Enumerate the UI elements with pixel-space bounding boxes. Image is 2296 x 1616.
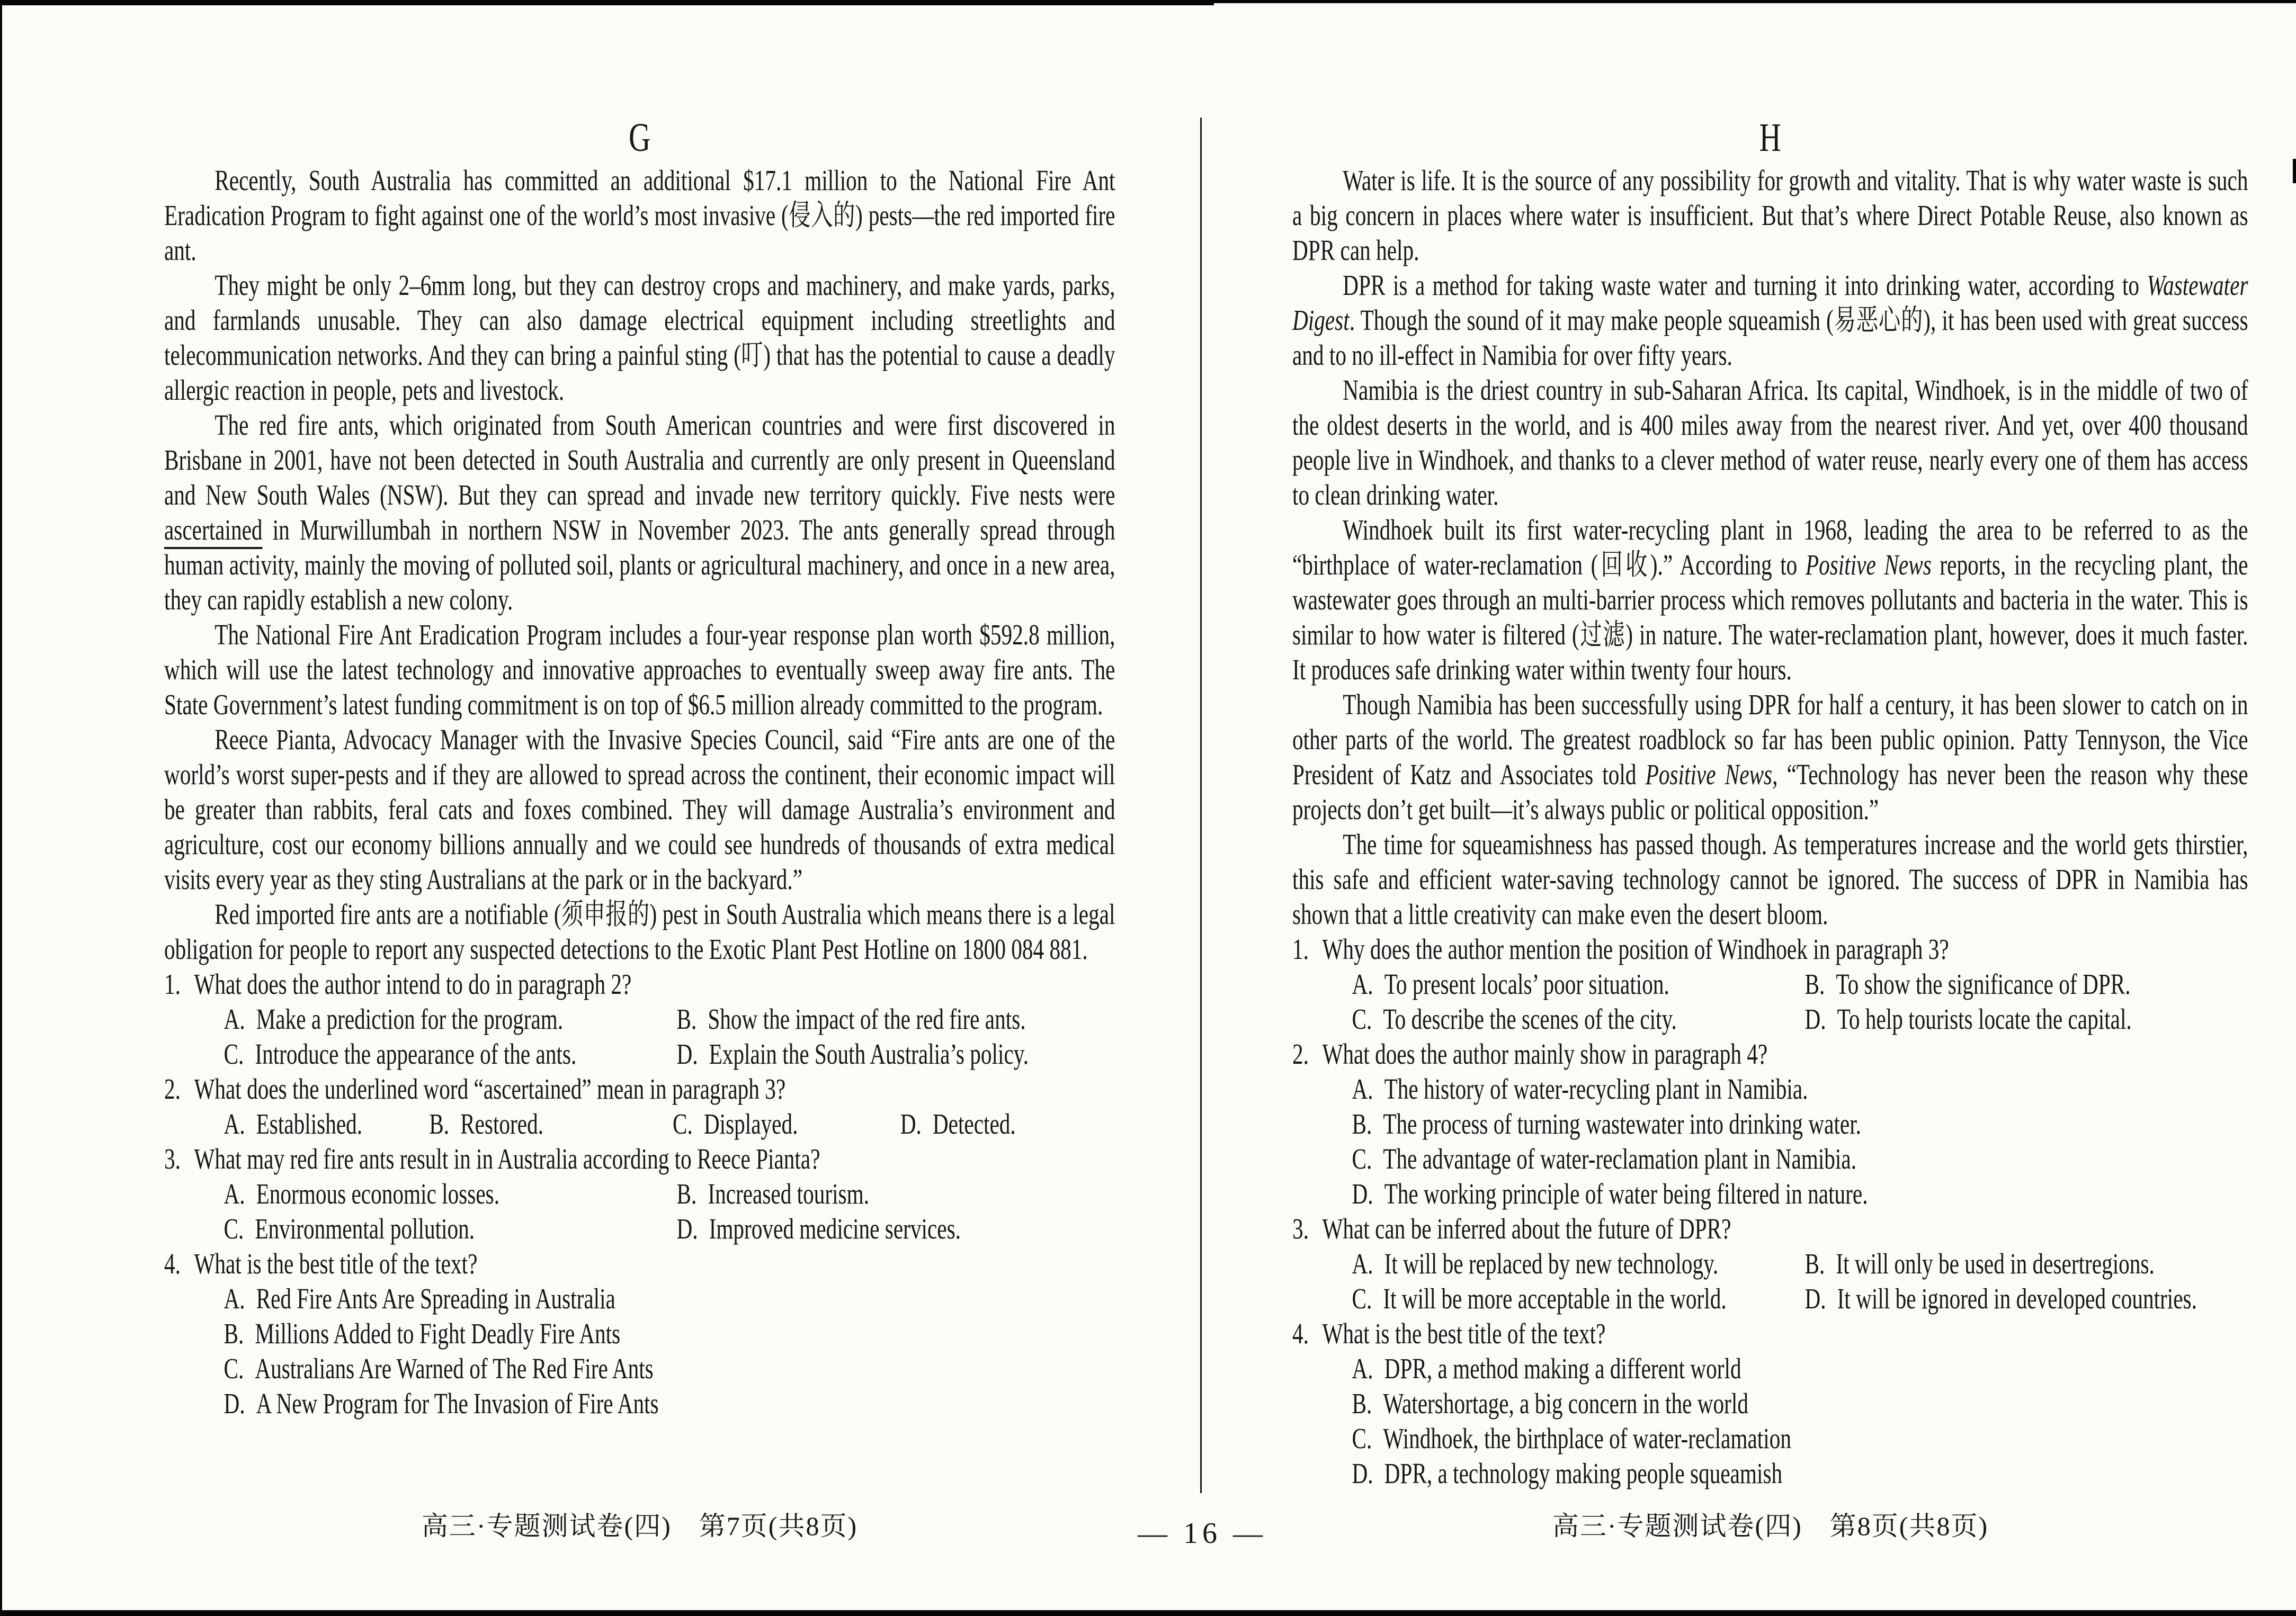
passage-g-paragraph-3 [164,408,1115,617]
paragraph-text: Windhoek built its first water-recycling plant in 1968, leading the area to be referred to as the “birthplace of water-reclamation (回收).” According to [1292,514,2248,581]
option-text: The working principle of water being filtered in nature. [1384,1178,1868,1210]
paragraph-text: Reece Pianta, Advocacy Manager with the Invasive Species Council, said “Fire ants are one of the world’s worst super-pests and if they are allowed to spread across the continent, their economic impact will be greater than rabbits, feral cats and foxes combined. They will damage Australia’s environment and agriculture, cost our economy billions annually and we could see hundreds of thousands of extra medical visits every year as they sting Australians at the park or in the backyard.” [164,723,1115,895]
option-text: The advantage of water-reclamation plant in Namibia. [1383,1143,1857,1175]
scan-edge-bottom [0,1610,2296,1616]
question-text: What does the author intend to do in paragraph 2? [194,968,632,1000]
paragraph-text: Red imported fire ants are a notifiable (须申报的) pest in South Australia which means there is a legal obligation for people to report any suspected detections to the Exotic Plant Pest Hotline on 1800 084 881. [164,898,1115,965]
option-text: Displayed. [703,1108,798,1140]
option-label: C. [1352,1282,1372,1315]
question-text: What is the best title of the text? [194,1247,478,1280]
passage-h-paragraph-3 [1292,373,2248,513]
h-question-4-options [1292,1351,2248,1491]
option-text: It will be more acceptable in the world. [1383,1282,1727,1315]
passage-g-title: G [629,115,651,160]
option-text: Australians Are Warned of The Red Fire Ants [255,1352,654,1385]
option-text: It will be replaced by new technology. [1384,1247,1719,1280]
h-question-2 [1292,1037,2248,1211]
option-text: A New Program for The Invasion of Fire Ants [256,1387,659,1420]
g-question-1-stem [164,967,1115,1002]
h-q2-option-d [1352,1177,2248,1211]
scan-edge-top-left [0,0,1214,5]
page-footer-left: 高三·专题测试卷(四) 第7页(共8页) [421,1511,858,1541]
passage-h-paragraph-2 [1292,268,2248,373]
option-label: D. [900,1108,922,1140]
question-text: What may red fire ants result in in Australia according to Reece Pianta? [194,1143,820,1175]
option-label: B. [429,1108,450,1140]
g-question-4-options [164,1281,1115,1421]
option-label: C. [1352,1003,1372,1035]
paragraph-text: DPR is a method for taking waste water and turning it into drinking water, according to [1343,269,2147,301]
g-q4-option-b [224,1316,1115,1351]
option-text: Enormous economic losses. [256,1178,500,1210]
option-text: Environmental pollution. [255,1213,475,1245]
paragraph-text: . Though the sound of it may make people squeamish (易恶心的), it has been used with great success and to no ill-effect in Namibia for over fifty years. [1292,304,2248,371]
question-number: 4. [1292,1317,1309,1350]
h-q4-option-d [1352,1456,2248,1491]
passage-g-paragraph-5 [164,722,1115,897]
g-question-4 [164,1246,1115,1421]
passage-h-title: H [1759,115,1781,160]
h-q4-option-b [1352,1386,2248,1421]
option-label: D. [1804,1282,1826,1315]
option-label: B. [1804,1247,1825,1280]
h-q4-option-a [1352,1351,2248,1386]
g-q4-option-d [224,1386,1115,1421]
option-label: A. [224,1282,245,1315]
g-question-1 [164,967,1115,1072]
option-text: DPR, a method making a different world [1384,1352,1741,1385]
paragraph-text: Recently, South Australia has committed an additional $17.1 million to the National Fire Ant Eradication Program to fight against one of the world’s most invasive (侵入的) pests—the red imported fire ant. [164,164,1115,266]
option-label: A. [1352,1352,1373,1385]
paragraph-text: , “Technology has never been the reason why these projects don’t get built—it’s always public or political opposition.” [1292,758,2248,825]
h-q1-option-d [1805,1002,2248,1037]
option-label: D. [676,1038,698,1070]
g-q1-option-c [224,1037,677,1072]
option-text: Make a prediction for the program. [256,1003,564,1035]
passage-g-paragraph-4 [164,617,1115,722]
option-text: Established. [256,1108,363,1140]
g-q1-option-a [224,1002,677,1037]
option-label: B. [1352,1387,1372,1420]
passage-h-paragraph-5 [1292,687,2248,827]
option-text: Windhoek, the birthplace of water-reclamation [1383,1422,1791,1455]
g-question-1-options [164,1002,1115,1072]
h-question-2-options [1292,1072,2248,1211]
underlined-word-ascertained: ascertained [164,514,263,546]
option-label: B. [676,1178,697,1210]
paragraph-text: in Murwillumbah in northern NSW in November 2023. The ants generally spread through human activity, mainly the moving of polluted soil, plants or agricultural machinery, and once in a new area, they can rapidly establish a new colony. [164,514,1115,616]
h-question-3-options [1292,1246,2248,1316]
option-label: A. [224,1108,245,1140]
option-label: D. [1804,1003,1826,1035]
option-label: C. [673,1108,693,1140]
paragraph-text: They might be only 2–6mm long, but they can destroy crops and machinery, and make yards, parks, and farmlands unusable. They can also damage electrical equipment including streetlights and telecommunication networks. And they can bring a painful sting (叮) that has the potential to cause a deadly allergic reaction in people, pets and livestock. [164,269,1115,406]
question-text: What does the author mainly show in paragraph 4? [1322,1038,1768,1070]
question-number: 1. [164,968,181,1000]
h-q3-option-b [1805,1246,2248,1281]
option-label: B. [1804,968,1825,1000]
option-text: Millions Added to Fight Deadly Fire Ants [255,1317,621,1350]
option-text: Detected. [932,1108,1016,1140]
question-number: 3. [1292,1213,1309,1245]
g-q2-option-c [673,1107,900,1142]
italic-positive-news-1: Positive News [1805,549,1932,581]
h-question-1-options [1292,967,2248,1037]
option-text: The history of water-recycling plant in Namibia. [1384,1073,1808,1105]
option-label: A. [1352,1073,1373,1105]
paragraph-text: Namibia is the driest country in sub-Saharan Africa. Its capital, Windhoek, is in the middle of two of the oldest deserts in the world, and is 400 miles away from the nearest river. And yet, over 400 thousand people live in Windhoek, and thanks to a clever method of water reuse, nearly every one of them has access to clean drinking water. [1292,374,2248,511]
h-q2-option-b [1352,1107,2248,1142]
paragraph-text: Though Namibia has been successfully using DPR for half a century, it has been slower to catch on in other parts of the world. The greatest roadblock so far has been public opinion. Patty Tennyson, the Vice President of Katz and Associates told [1292,688,2248,791]
question-number: 4. [164,1247,181,1280]
passage-h-paragraph-1 [1292,163,2248,268]
paragraph-text: The time for squeamishness has passed though. As temperatures increase and the world gets thirstier, this safe and efficient water-saving technology cannot be ignored. The success of DPR in Namibia has shown that a little creativity can make even the desert bloom. [1292,828,2248,930]
passage-h-page [1292,112,2248,1491]
book-page-number: — 16 — [1138,1517,1267,1550]
question-text: What is the best title of the text? [1322,1317,1606,1350]
option-text: Red Fire Ants Are Spreading in Australia [256,1282,615,1315]
option-text: To help tourists locate the capital. [1837,1003,2132,1035]
page-footer-right: 高三·专题测试卷(四) 第8页(共8页) [1552,1511,1989,1541]
option-text: Explain the South Australia’s policy. [709,1038,1029,1070]
option-text: Improved medicine services. [709,1213,961,1245]
h-q4-option-c [1352,1421,2248,1456]
h-question-4-stem [1292,1316,2248,1351]
option-label: B. [676,1003,697,1035]
g-question-3-stem [164,1142,1115,1177]
italic-wastewater-digest: Wastewater Digest [1292,269,2248,336]
g-q3-option-a [224,1177,677,1211]
option-text: It will only be used in desertregions. [1836,1247,2155,1280]
option-label: A. [224,1003,245,1035]
scan-edge-left [0,0,2,1616]
h-q3-option-a [1352,1246,1805,1281]
h-q2-option-c [1352,1142,2248,1177]
g-q3-option-d [677,1211,1115,1246]
option-text: DPR, a technology making people squeamish [1384,1457,1783,1489]
option-text: Show the impact of the red fire ants. [708,1003,1026,1035]
g-question-3-options [164,1177,1115,1246]
g-q4-option-a [224,1281,1115,1316]
option-label: A. [1352,1247,1373,1280]
g-q2-option-b [429,1107,673,1142]
page-divider-line [1200,118,1202,1493]
option-text: The process of turning wastewater into drinking water. [1383,1108,1861,1140]
passage-g-paragraph-6 [164,897,1115,967]
h-question-4 [1292,1316,2248,1491]
question-number: 3. [164,1143,181,1175]
option-label: B. [224,1317,244,1350]
h-q1-option-c [1352,1002,1805,1037]
option-label: C. [224,1038,244,1070]
g-q2-option-a [224,1107,430,1142]
h-q1-option-b [1805,967,2248,1002]
paragraph-text: The National Fire Ant Eradication Program includes a four-year response plan worth $592.8 million, which will use the latest technology and innovative approaches to eventually sweep away fire ants. The State Government’s latest funding commitment is on top of $6.5 million already committed to the program. [164,618,1115,721]
g-question-2-stem [164,1072,1115,1107]
passage-h-paragraph-4 [1292,513,2248,687]
h-q3-option-c [1352,1281,1805,1316]
option-label: C. [1352,1422,1372,1455]
option-label: A. [1352,968,1373,1000]
h-question-1-stem [1292,932,2248,967]
g-question-4-stem [164,1246,1115,1281]
option-label: C. [224,1352,244,1385]
question-number: 2. [1292,1038,1309,1070]
scan-edge-right-dash [2293,159,2296,183]
question-number: 1. [1292,933,1309,965]
italic-positive-news-2: Positive News [1645,758,1773,791]
option-label: D. [224,1387,245,1420]
g-question-2-options [164,1107,1115,1142]
g-q3-option-c [224,1211,677,1246]
option-label: A. [224,1178,245,1210]
option-label: C. [1352,1143,1372,1175]
option-text: Restored. [460,1108,544,1140]
option-label: D. [1352,1178,1373,1210]
passage-g-page [164,112,1115,1421]
paragraph-text: The red fire ants, which originated from South American countries and were first discovered in Brisbane in 2001, have not been detected in South Australia and currently are only present in Queensland and New South Wales (NSW). But they can spread and invade new territory quickly. Five nests were [164,409,1115,511]
option-label: B. [1352,1108,1372,1140]
question-text: What does the underlined word “ascertained” mean in paragraph 3? [194,1073,786,1105]
h-question-3 [1292,1211,2248,1316]
option-label: D. [1352,1457,1373,1489]
h-question-2-stem [1292,1037,2248,1072]
h-q1-option-a [1352,967,1805,1002]
g-question-3 [164,1142,1115,1246]
paragraph-text: Water is life. It is the source of any possibility for growth and vitality. That is why water waste is such a big concern in places where water is insufficient. But that’s where Direct Potable Reuse, also known as DPR can help. [1292,164,2248,266]
option-text: Watershortage, a big concern in the world [1383,1387,1748,1420]
g-q3-option-b [677,1177,1115,1211]
option-text: It will be ignored in developed countries. [1837,1282,2197,1315]
option-label: C. [224,1213,244,1245]
h-question-3-stem [1292,1211,2248,1246]
option-text: To present locals’ poor situation. [1384,968,1669,1000]
option-text: To describe the scenes of the city. [1383,1003,1677,1035]
g-question-2 [164,1072,1115,1142]
option-label: D. [676,1213,698,1245]
passage-h-paragraph-6 [1292,827,2248,932]
g-q2-option-d [900,1107,1115,1142]
passage-g-paragraph-2 [164,268,1115,408]
g-q1-option-d [677,1037,1115,1072]
h-q3-option-d [1805,1281,2248,1316]
paragraph-text: reports, in the recycling plant, the wastewater goes through an multi-barrier process which removes pollutants and bacteria in the water. This is similar to how water is filtered (过滤) in nature. The water-reclamation plant, however, does it much faster. It produces safe drinking water within twenty four hours. [1292,549,2248,686]
h-q2-option-a [1352,1072,2248,1107]
option-text: To show the significance of DPR. [1836,968,2131,1000]
g-q1-option-b [677,1002,1115,1037]
option-text: Introduce the appearance of the ants. [255,1038,577,1070]
h-question-1 [1292,932,2248,1037]
question-text: Why does the author mention the position of Windhoek in paragraph 3? [1322,933,1949,965]
question-number: 2. [164,1073,181,1105]
passage-g-paragraph-1 [164,163,1115,268]
question-text: What can be inferred about the future of DPR? [1322,1213,1731,1245]
g-q4-option-c [224,1351,1115,1386]
option-text: Increased tourism. [708,1178,870,1210]
